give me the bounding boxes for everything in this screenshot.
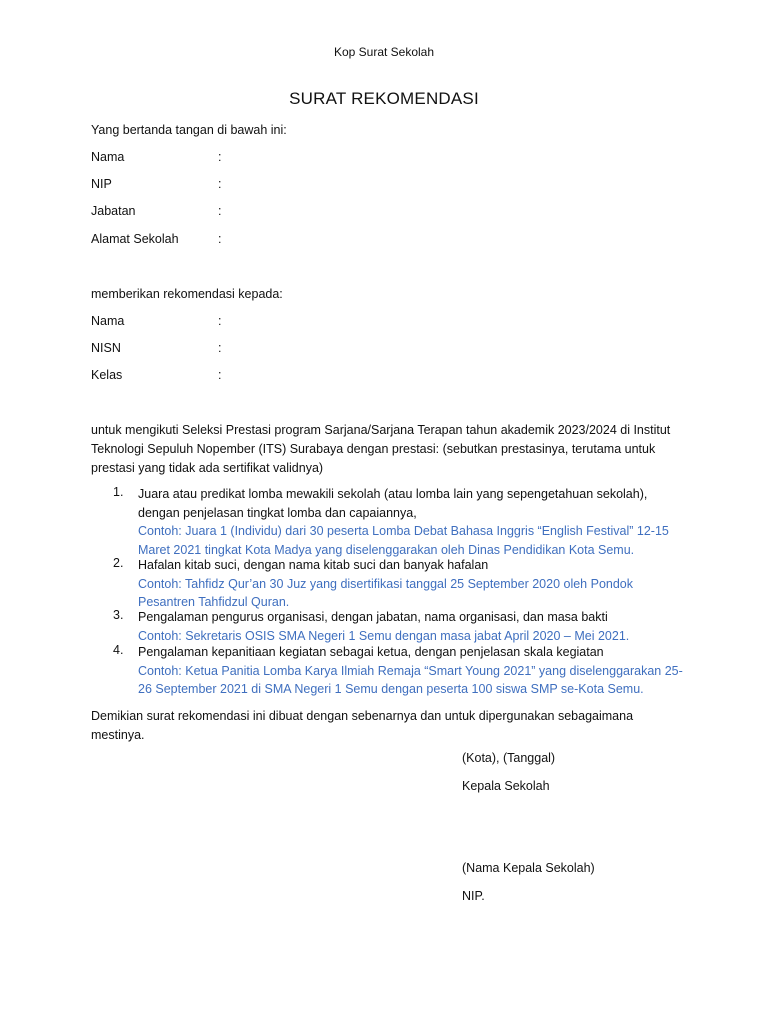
signature-place-date: (Kota), (Tanggal) [462,751,556,765]
list-item-number: 3. [113,608,124,622]
signer-jabatan-label: Jabatan [91,204,136,218]
recipient-nisn-label: NISN [91,341,121,355]
signer-intro: Yang bertanda tangan di bawah ini: [91,123,287,137]
list-item-text: Hafalan kitab suci, dengan nama kitab suci dan banyak hafalan [138,558,489,572]
recipient-class-label: Kelas [91,368,123,382]
list-item-text: Pengalaman kepanitiaan kegiatan sebagai ketua, dengan penjelasan skala kegiatan [138,645,604,659]
list-item-number: 1. [113,485,124,499]
closing-paragraph: Demikian surat rekomendasi ini dibuat dengan sebenarnya dan untuk dipergunakan sebagaimana mestinya. [91,709,634,742]
list-item-number: 2. [113,556,124,570]
list-item [138,643,683,699]
list-item-example: Contoh: Juara 1 (Individu) dari 30 peserta Lomba Debat Bahasa Inggris “English Festival” 12-15 Maret 2021 tingkat Kota Madya yang diselenggarakan oleh Dinas Pendidikan Kota Semu. [138,524,669,557]
list-item [138,485,683,559]
list-item [138,608,683,645]
page-title: SURAT REKOMENDASI [289,89,479,108]
list-item [138,556,683,612]
signer-jabatan-colon: : [218,204,222,218]
list-item-text: Juara atau predikat lomba mewakili sekolah (atau lomba lain yang sepengetahuan sekolah), dengan penjelasan tingkat lomba dan capaiannya, [138,487,648,520]
signer-address-label: Alamat Sekolah [91,232,179,246]
signature-name: (Nama Kepala Sekolah) [462,861,595,875]
letterhead: Kop Surat Sekolah [333,45,435,59]
signer-nip-colon: : [218,177,222,191]
purpose-paragraph: untuk mengikuti Seleksi Prestasi program Sarjana/Sarjana Terapan tahun akademik 2023/2024 di Institut Teknologi Sepuluh Nopember (ITS) Surabaya dengan prestasi: (sebutkan prestasinya, terutama untuk prestasi yang tidak ada sertifikat validnya) [91,423,671,475]
signature-nip: NIP. [462,889,485,903]
signer-address-colon: : [218,232,222,246]
list-item-example: Contoh: Sekretaris OSIS SMA Negeri 1 Semu dengan masa jabat April 2020 – Mei 2021. [138,628,630,643]
recipient-name-label: Nama [91,314,125,328]
recipient-nisn-colon: : [218,341,222,355]
recipient-class-colon: : [218,368,222,382]
list-item-number: 4. [113,643,124,657]
recipient-intro: memberikan rekomendasi kepada: [91,287,283,301]
signature-position: Kepala Sekolah [462,779,550,793]
list-item-example: Contoh: Ketua Panitia Lomba Karya Ilmiah Remaja “Smart Young 2021” yang diselenggarakan 25-26 September 2021 di SMA Negeri 1 Semu dengan peserta 100 siswa SMP se-Kota Semu. [138,663,683,696]
list-item-example: Contoh: Tahfidz Qur’an 30 Juz yang disertifikasi tanggal 25 September 2020 oleh Pondok Pesantren Tahfidzul Quran. [138,576,633,609]
signer-name-colon: : [218,150,222,164]
recipient-name-colon: : [218,314,222,328]
list-item-text: Pengalaman pengurus organisasi, dengan jabatan, nama organisasi, dan masa bakti [138,610,608,624]
signer-nip-label: NIP [91,177,112,191]
signer-name-label: Nama [91,150,125,164]
